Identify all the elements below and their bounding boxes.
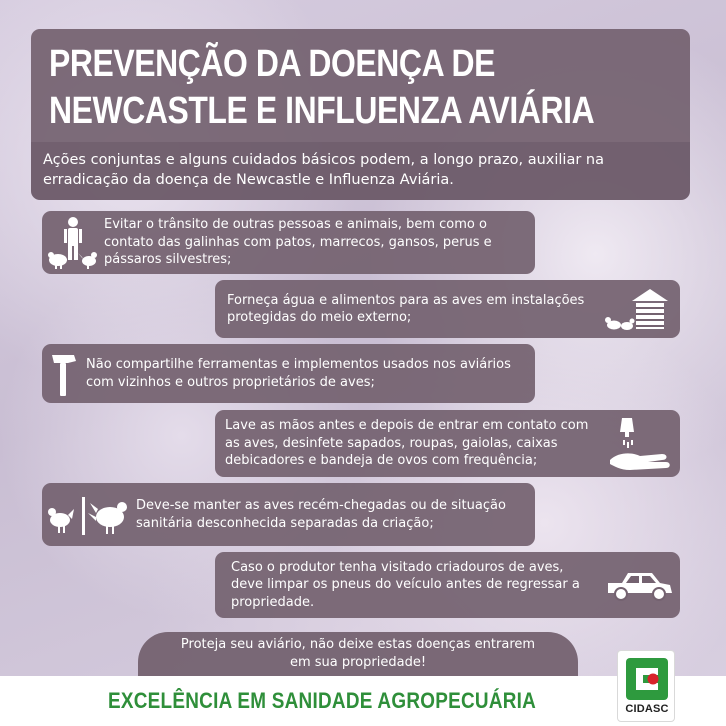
tip-text-2: Forneça água e alimentos para as aves em instalações protegidas do meio externo; (227, 292, 585, 325)
cidasc-logo-icon (626, 658, 668, 700)
tip-card-6 (215, 552, 680, 618)
footer-slogan: EXCELÊNCIA EM SANIDADE AGROPECUÁRIA (108, 688, 537, 713)
title-panel (31, 29, 690, 142)
tip-text-3: Não compartilhe ferramentas e implementos usados nos aviários com vizinhos e outros proprietários de aves; (86, 357, 511, 390)
poultry-house-icon (595, 285, 680, 333)
tip-card-4 (215, 410, 680, 477)
hammer-icon (42, 351, 86, 397)
tip-card-1 (42, 211, 535, 274)
intro-panel (31, 142, 690, 200)
cidasc-logo-text: CIDASC (625, 703, 669, 715)
page-title-line-1: PREVENÇÃO DA DOENÇA DE (49, 43, 495, 85)
tip-text-6: Caso o produtor tenha visitado criadouros de aves, deve limpar os pneus do veículo antes de regressar a propriedade. (231, 559, 580, 610)
closing-line-1: Proteja seu aviário, não deixe estas doenças entrarem (180, 637, 536, 652)
person-with-poultry-icon (42, 216, 104, 270)
intro-text: Ações conjuntas e alguns cuidados básicos podem, a longo prazo, auxiliar na erradicação da doença de Newcastle e Influenza Aviária. (43, 152, 604, 188)
tip-card-3 (42, 344, 535, 403)
separated-birds-icon (42, 493, 136, 537)
closing-message (138, 632, 578, 678)
tip-text-1: Evitar o trânsito de outras pessoas e animais, bem como o contato das galinhas com patos, marrecos, gansos, perus e pássaros silvestres; (104, 217, 492, 268)
vehicle-icon (600, 567, 680, 603)
tip-text-4: Lave as mãos antes e depois de entrar em contato com as aves, desinfete sapados, roupas, gaiolas, caixas debicadores e bandeja de ovos com frequência; (225, 418, 589, 469)
closing-line-2: em sua propriedade! (289, 655, 427, 670)
hand-washing-icon (600, 416, 680, 472)
tip-text-5: Deve-se manter as aves recém-chegadas ou de situação sanitária desconhecida separadas da criação; (136, 498, 506, 531)
tip-card-5 (42, 483, 535, 546)
tip-card-2 (215, 280, 680, 338)
page-title-line-2: NEWCASTLE E INFLUENZA AVIÁRIA (49, 90, 595, 132)
cidasc-logo (617, 650, 675, 722)
